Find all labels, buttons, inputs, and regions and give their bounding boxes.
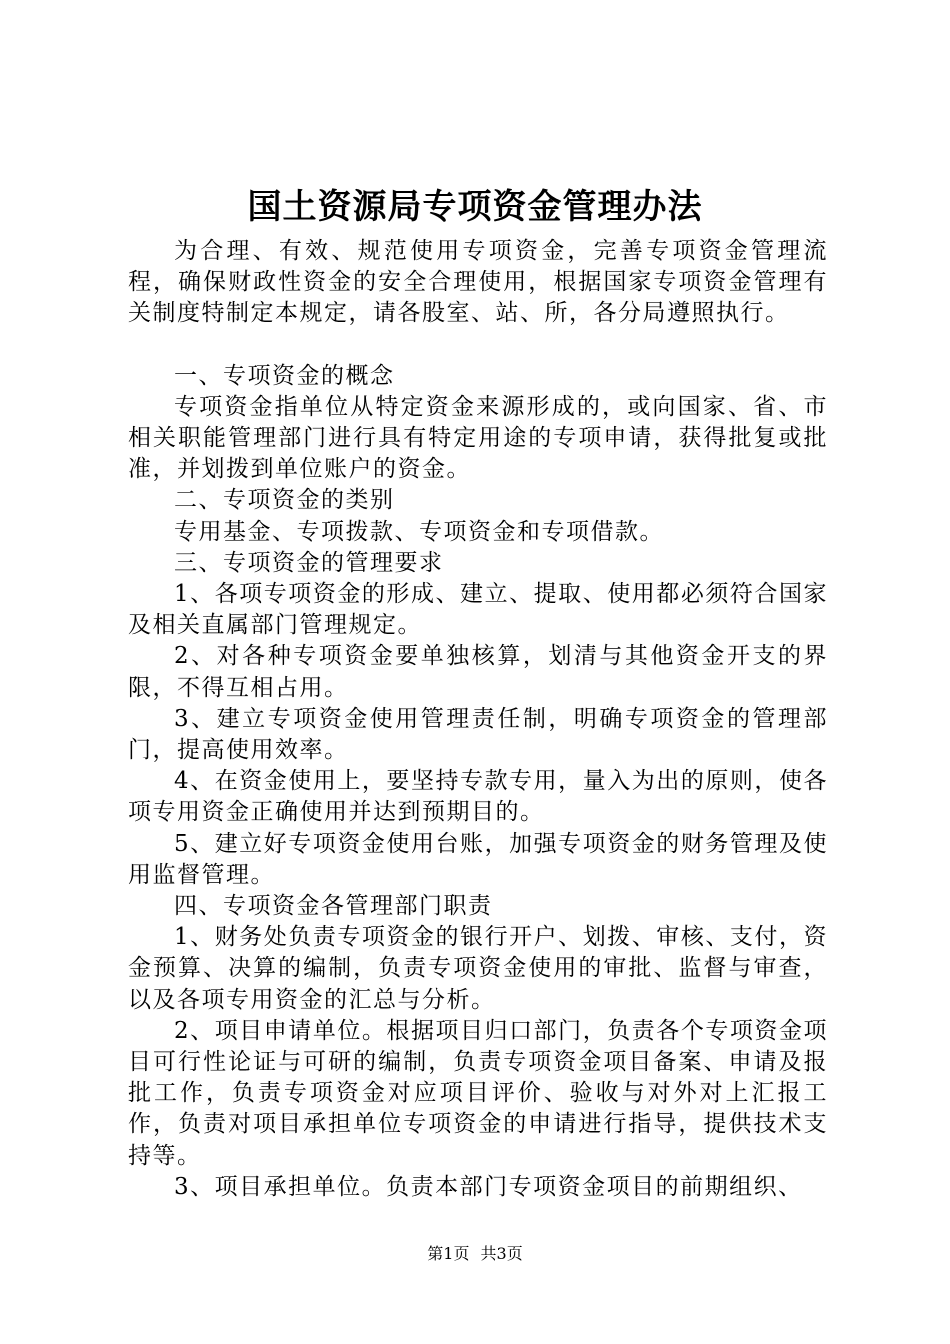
body-paragraph: 专项资金指单位从特定资金来源形成的，或向国家、省、市相关职能管理部门进行具有特定用途的专项申请，获得批复或批准，并划拨到单位账户的资金。 bbox=[128, 393, 828, 483]
page-total: 共3页 bbox=[480, 1244, 523, 1263]
list-item: 2、对各种专项资金要单独核算，划清与其他资金开支的界限，不得互相占用。 bbox=[128, 643, 828, 701]
list-item: 2、项目申请单位。根据项目归口部门，负责各个专项资金项目可行性论证与可研的编制，负责专项资金项目备案、申请及报批工作，负责专项资金对应项目评价、验收与对外对上汇报工作，负责对项目承担单位专项资金的申请进行指导，提供技术支持等。 bbox=[128, 1017, 828, 1169]
page-footer bbox=[0, 1243, 950, 1265]
list-item: 1、各项专项资金的形成、建立、提取、使用都必须符合国家及相关直属部门管理规定。 bbox=[128, 581, 828, 639]
list-item: 1、财务处负责专项资金的银行开户、划拨、审核、支付，资金预算、决算的编制，负责专项资金使用的审批、监督与审查，以及各项专用资金的汇总与分析。 bbox=[128, 924, 828, 1013]
section-heading: 四、专项资金各管理部门职责 bbox=[174, 893, 493, 920]
section-heading: 二、专项资金的类别 bbox=[174, 487, 395, 514]
list-item: 4、在资金使用上，要坚持专款专用，量入为出的原则，使各项专用资金正确使用并达到预期目的。 bbox=[128, 768, 828, 826]
document-body bbox=[128, 236, 828, 1203]
list-item: 3、项目承担单位。负责本部门专项资金项目的前期组织、 bbox=[174, 1173, 803, 1200]
intro-paragraph: 为合理、有效、规范使用专项资金，完善专项资金管理流程，确保财政性资金的安全合理使用，根据国家专项资金管理有关制度特制定本规定，请各股室、站、所，各分局遵照执行。 bbox=[128, 238, 828, 327]
section-heading: 三、专项资金的管理要求 bbox=[174, 549, 444, 576]
list-item: 5、建立好专项资金使用台账，加强专项资金的财务管理及使用监督管理。 bbox=[128, 830, 828, 888]
document-title: 国土资源局专项资金管理办法 bbox=[247, 187, 703, 227]
page-number: 第1页 bbox=[427, 1244, 470, 1263]
section-heading: 一、专项资金的概念 bbox=[174, 362, 395, 389]
body-paragraph: 专用基金、专项拨款、专项资金和专项借款。 bbox=[174, 518, 664, 545]
list-item: 3、建立专项资金使用管理责任制，明确专项资金的管理部门，提高使用效率。 bbox=[128, 705, 828, 764]
